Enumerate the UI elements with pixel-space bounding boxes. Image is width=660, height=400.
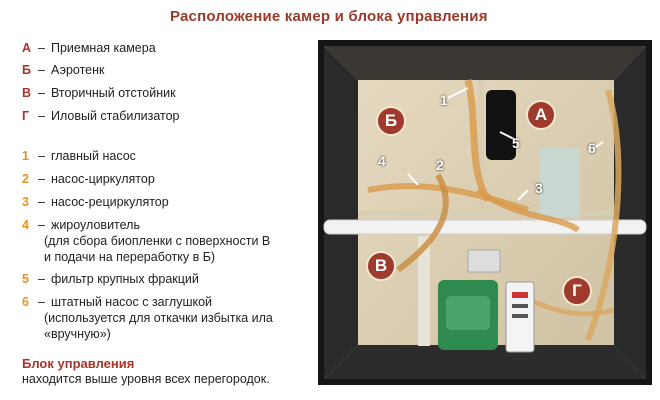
- component-label: главный насос: [50, 149, 136, 163]
- component-key: 4: [22, 218, 29, 232]
- chamber-badge-b: Б: [376, 106, 406, 136]
- chamber-label: Приемная камера: [50, 41, 156, 55]
- chamber-badge-g: Г: [562, 276, 592, 306]
- label-2: 2: [436, 157, 444, 173]
- component-item: [22, 217, 270, 265]
- dash: –: [38, 86, 45, 100]
- chamber-badge-a: А: [526, 100, 556, 130]
- chamber-key: В: [22, 86, 32, 100]
- component-key: 6: [22, 295, 29, 309]
- chamber-item: [22, 108, 180, 124]
- component-item: [22, 171, 155, 187]
- chamber-badge-v: В: [366, 251, 396, 281]
- chamber-item: [22, 40, 156, 56]
- component-item: [22, 194, 169, 210]
- tank-photo: [318, 40, 652, 385]
- dash: –: [38, 149, 45, 163]
- page-title: Расположение камер и блока управления: [170, 8, 488, 25]
- label-1: 1: [440, 92, 448, 108]
- component-note: (используется для откачки избытка ила: [44, 311, 273, 325]
- component-item: [22, 271, 199, 287]
- dash: –: [38, 63, 45, 77]
- control-block-title: Блок управления: [22, 356, 135, 371]
- top-wall: [324, 46, 646, 80]
- component-note: и подачи на переработку в Б): [44, 250, 216, 264]
- bottom-wall: [324, 345, 646, 379]
- dash: –: [38, 195, 45, 209]
- dash: –: [38, 172, 45, 186]
- left-wall: [324, 46, 358, 379]
- component-note: «вручную»): [44, 327, 111, 341]
- label-3: 3: [535, 180, 543, 196]
- component-label: насос-циркулятор: [50, 172, 155, 186]
- component-key: 5: [22, 272, 29, 286]
- label-5: 5: [512, 135, 520, 151]
- component-label: жироуловитель: [50, 218, 140, 232]
- dash: –: [38, 41, 45, 55]
- main-pipe: [324, 220, 646, 234]
- tank-illustration: [318, 40, 652, 385]
- component-item: [22, 294, 273, 342]
- filter-box: [540, 148, 580, 218]
- label-4: 4: [378, 153, 386, 169]
- dash: –: [38, 295, 45, 309]
- chamber-label: Вторичный отстойник: [50, 86, 176, 100]
- component-key: 3: [22, 195, 29, 209]
- chamber-key: А: [22, 41, 32, 55]
- label-6: 6: [588, 140, 596, 156]
- dash: –: [38, 218, 45, 232]
- chamber-item: [22, 62, 104, 78]
- dash: –: [38, 109, 45, 123]
- component-item: [22, 148, 136, 164]
- component-label: насос-рециркулятор: [50, 195, 169, 209]
- component-note: (для сбора биопленки с поверхности В: [44, 234, 271, 248]
- component-key: 1: [22, 149, 29, 163]
- chamber-label: Аэротенк: [50, 63, 105, 77]
- chamber-key: Г: [22, 109, 30, 123]
- chamber-item: [22, 85, 176, 101]
- component-key: 2: [22, 172, 29, 186]
- chamber-key: Б: [22, 63, 31, 77]
- dash: –: [38, 272, 45, 286]
- component-label: штатный насос с заглушкой: [50, 295, 213, 309]
- chamber-label: Иловый стабилизатор: [50, 109, 180, 123]
- control-block-text: находится выше уровня всех перегородок.: [22, 372, 270, 386]
- component-label: фильтр крупных фракций: [50, 272, 199, 286]
